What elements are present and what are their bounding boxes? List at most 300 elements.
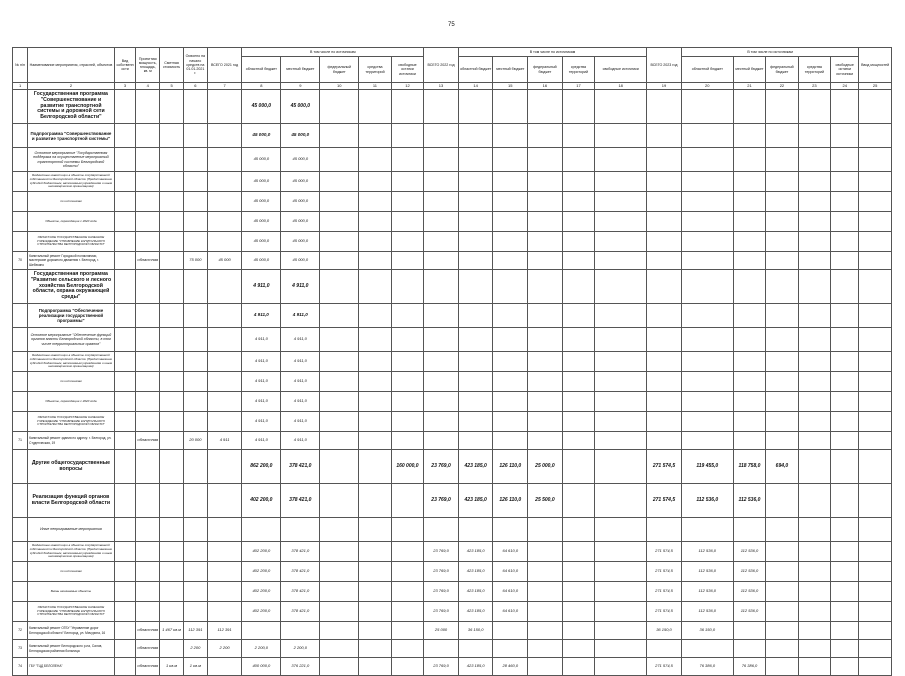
table-row [13, 372, 892, 392]
row-name: ОБЛАСТНОЕ ГОСУДАРСТВЕННОЕ КАЗЕННОЕ УЧРЕЖДЕНИЕ "УПРАВЛЕНИЕ КАПИТАЛЬНОГО СТРОИТЕЛЬСТВА БЕЛГОРОДСКОЙ ОБЛАСТИ" [28, 602, 115, 622]
cell-col-6 [183, 192, 207, 212]
cell-col-7 [207, 212, 242, 232]
cell-col-20: 76 386,0 [681, 658, 733, 676]
cell-col-23 [798, 412, 830, 432]
cell-col-11 [359, 212, 391, 232]
cell-col-3 [114, 148, 136, 172]
cell-col-13 [424, 392, 459, 412]
cell-col-13 [424, 640, 459, 658]
cell-col-19 [647, 90, 682, 124]
cell-col-12 [391, 124, 424, 148]
col-header: свободные источники [595, 57, 647, 83]
row-name: Объекты, переходящие с 2020 года [28, 392, 115, 412]
cell-col-17 [562, 602, 594, 622]
cell-col-20 [681, 172, 733, 192]
cell-col-14 [458, 328, 493, 352]
cell-col-15 [493, 304, 528, 328]
cell-col-11 [359, 432, 391, 450]
cell-col-23 [798, 212, 830, 232]
cell-col-7 [207, 270, 242, 304]
cell-col-16 [528, 622, 563, 640]
cell-col-22: 694,0 [766, 450, 798, 484]
cell-col-6: 2 200 [183, 640, 207, 658]
cell-col-16 [528, 640, 563, 658]
cell-col-6 [183, 392, 207, 412]
cell-col-18 [595, 328, 647, 352]
cell-col-9: 4 911,0 [281, 328, 320, 352]
cell-col-25 [859, 412, 892, 432]
table-body [13, 90, 892, 676]
cell-col-10 [320, 328, 359, 352]
cell-col-18 [595, 640, 647, 658]
cell-col-21 [733, 270, 765, 304]
cell-col-21: 112 536,0 [733, 562, 765, 582]
column-number: 22 [766, 83, 798, 90]
cell-col-25 [859, 192, 892, 212]
cell-col-19 [647, 304, 682, 328]
cell-col-22 [766, 148, 798, 172]
cell-col-23 [798, 90, 830, 124]
cell-col-12 [391, 562, 424, 582]
cell-col-9: 378 421,0 [281, 602, 320, 622]
cell-col-9: 4 911,0 [281, 432, 320, 450]
row-name: Государственная программа "Развитие сельского и лесного хозяйства Белгородской области, охрана окружающей среды" [28, 270, 115, 304]
cell-col-22 [766, 172, 798, 192]
row-number [13, 172, 28, 192]
cell-col-15 [493, 270, 528, 304]
cell-col-24 [831, 232, 859, 252]
cell-col-20 [681, 352, 733, 372]
cell-col-11 [359, 640, 391, 658]
cell-col-8: 4 911,0 [242, 392, 281, 412]
cell-col-20 [681, 392, 733, 412]
cell-col-21 [733, 518, 765, 542]
cell-col-3 [114, 124, 136, 148]
row-name: ГБУ "ГЦД БЕЛОЛЕНА" [28, 658, 115, 676]
cell-col-12 [391, 640, 424, 658]
cell-col-3 [114, 518, 136, 542]
cell-col-12 [391, 192, 424, 212]
cell-col-15 [493, 90, 528, 124]
cell-col-6 [183, 212, 207, 232]
cell-col-20 [681, 372, 733, 392]
cell-col-16: 25 000,0 [528, 450, 563, 484]
row-name: ОБЛАСТНОЕ ГОСУДАРСТВЕННОЕ КАЗЕННОЕ УЧРЕЖДЕНИЕ "УПРАВЛЕНИЕ КАПИТАЛЬНОГО СТРОИТЕЛЬСТВА БЕЛГОРОДСКОЙ ОБЛАСТИ" [28, 232, 115, 252]
cell-col-10 [320, 602, 359, 622]
table-row [13, 602, 892, 622]
cell-col-13 [424, 352, 459, 372]
cell-col-12 [391, 232, 424, 252]
cell-col-19 [647, 432, 682, 450]
cell-col-20 [681, 518, 733, 542]
cell-col-14 [458, 124, 493, 148]
cell-col-7 [207, 192, 242, 212]
cell-col-15: 126 110,0 [493, 450, 528, 484]
cell-col-14: 423 185,0 [458, 602, 493, 622]
cell-col-3 [114, 484, 136, 518]
cell-col-13 [424, 372, 459, 392]
col-header: областной бюджет [681, 57, 733, 83]
cell-col-20 [681, 212, 733, 232]
cell-col-25 [859, 640, 892, 658]
column-number: 15 [493, 83, 528, 90]
cell-col-25 [859, 450, 892, 484]
row-name: Бюджетные инвестиции в объекты государственной собственности Белгородской области (Предоставление субсидий бюджетным, автономным учреждениям и иным некоммерческим организациям) [28, 172, 115, 192]
cell-col-21 [733, 328, 765, 352]
cell-col-10 [320, 304, 359, 328]
cell-col-8: 402 200,0 [242, 582, 281, 602]
cell-col-16 [528, 212, 563, 232]
column-number: 2 [28, 83, 115, 90]
col-header: свободные остатки источники [831, 57, 859, 83]
cell-col-11 [359, 328, 391, 352]
cell-col-9: 45 000,0 [281, 148, 320, 172]
cell-col-5 [160, 542, 184, 562]
cell-col-25 [859, 148, 892, 172]
cell-col-15: 126 110,0 [493, 484, 528, 518]
col-header: федеральный бюджет [320, 57, 359, 83]
cell-col-5 [160, 148, 184, 172]
cell-col-15: 64 610,0 [493, 562, 528, 582]
cell-col-10 [320, 622, 359, 640]
group-header-2022: В том числе по источникам [458, 48, 646, 57]
cell-col-25 [859, 518, 892, 542]
cell-col-17 [562, 304, 594, 328]
cell-col-14: 423 185,0 [458, 484, 493, 518]
cell-col-9: 45 000,0 [281, 252, 320, 270]
cell-col-13: 23 769,0 [424, 542, 459, 562]
row-number [13, 542, 28, 562]
cell-col-4: областная [136, 622, 160, 640]
cell-col-17 [562, 192, 594, 212]
cell-col-4 [136, 372, 160, 392]
column-number: 4 [136, 83, 160, 90]
column-number: 23 [798, 83, 830, 90]
cell-col-13 [424, 518, 459, 542]
cell-col-19 [647, 172, 682, 192]
cell-col-21: 112 536,0 [733, 602, 765, 622]
row-name: Объекты, переходящие с 2020 года [28, 212, 115, 232]
cell-col-4 [136, 542, 160, 562]
cell-col-8: 45 000,0 [242, 252, 281, 270]
cell-col-23 [798, 582, 830, 602]
column-number: 5 [160, 83, 184, 90]
cell-col-8 [242, 622, 281, 640]
cell-col-14 [458, 212, 493, 232]
cell-col-13: 23 769,0 [424, 658, 459, 676]
cell-col-6 [183, 542, 207, 562]
cell-col-3 [114, 90, 136, 124]
table-row [13, 562, 892, 582]
cell-col-23 [798, 518, 830, 542]
cell-col-8: 4 911,0 [242, 372, 281, 392]
column-number-row [13, 83, 892, 90]
page-number: 75 [448, 22, 455, 28]
cell-col-16 [528, 372, 563, 392]
row-number [13, 372, 28, 392]
cell-col-10 [320, 252, 359, 270]
cell-col-17 [562, 658, 594, 676]
cell-col-6 [183, 484, 207, 518]
row-number: 73 [13, 640, 28, 658]
cell-col-22 [766, 192, 798, 212]
column-number: 21 [733, 83, 765, 90]
row-number [13, 124, 28, 148]
cell-col-5 [160, 352, 184, 372]
cell-col-23 [798, 192, 830, 212]
cell-col-20: 36 150,0 [681, 622, 733, 640]
cell-col-20 [681, 328, 733, 352]
cell-col-15 [493, 232, 528, 252]
cell-col-24 [831, 450, 859, 484]
cell-col-22 [766, 90, 798, 124]
cell-col-21 [733, 148, 765, 172]
cell-col-9: 4 911,0 [281, 304, 320, 328]
cell-col-19 [647, 212, 682, 232]
cell-col-13: 23 769,0 [424, 562, 459, 582]
cell-col-8 [242, 518, 281, 542]
cell-col-5 [160, 484, 184, 518]
cell-col-22 [766, 412, 798, 432]
cell-col-14: 423 185,0 [458, 658, 493, 676]
cell-col-21 [733, 252, 765, 270]
investment-table [12, 47, 892, 676]
cell-col-17 [562, 582, 594, 602]
cell-col-9: 4 911,0 [281, 372, 320, 392]
cell-col-21 [733, 640, 765, 658]
cell-col-12 [391, 518, 424, 542]
cell-col-8: 862 200,0 [242, 450, 281, 484]
cell-col-4: областная [136, 252, 160, 270]
cell-col-23 [798, 622, 830, 640]
cell-col-14 [458, 252, 493, 270]
table-row [13, 90, 892, 124]
cell-col-11 [359, 252, 391, 270]
cell-col-25 [859, 392, 892, 412]
cell-col-5 [160, 582, 184, 602]
cell-col-21 [733, 352, 765, 372]
cell-col-23 [798, 352, 830, 372]
cell-col-23 [798, 542, 830, 562]
cell-col-18 [595, 124, 647, 148]
row-number [13, 602, 28, 622]
row-name: Бюджетные инвестиции в объекты государственной собственности Белгородской области (Предоставление субсидий бюджетным, автономным учреждениям и иным некоммерческим организациям) [28, 542, 115, 562]
col-header: Ввод мощностей [859, 48, 892, 83]
cell-col-11 [359, 582, 391, 602]
cell-col-8: 402 200,0 [242, 542, 281, 562]
cell-col-17 [562, 542, 594, 562]
cell-col-23 [798, 392, 830, 412]
cell-col-14 [458, 270, 493, 304]
cell-col-21 [733, 172, 765, 192]
cell-col-14 [458, 192, 493, 212]
cell-col-18 [595, 192, 647, 212]
cell-col-9: 45 000,0 [281, 90, 320, 124]
cell-col-22 [766, 252, 798, 270]
cell-col-13 [424, 148, 459, 172]
cell-col-8: 45 000,0 [242, 172, 281, 192]
cell-col-16 [528, 304, 563, 328]
cell-col-4 [136, 124, 160, 148]
table-row [13, 232, 892, 252]
cell-col-16 [528, 172, 563, 192]
table-row [13, 542, 892, 562]
cell-col-6 [183, 582, 207, 602]
table-row [13, 148, 892, 172]
row-name: по источникам [28, 192, 115, 212]
cell-col-18 [595, 412, 647, 432]
row-name: Основное мероприятие "Государственная поддержка на осуществление мероприятий транспортной системы Белгородской области" [28, 148, 115, 172]
cell-col-6 [183, 328, 207, 352]
cell-col-24 [831, 252, 859, 270]
cell-col-12 [391, 352, 424, 372]
cell-col-10 [320, 90, 359, 124]
column-number: 17 [562, 83, 594, 90]
cell-col-15 [493, 252, 528, 270]
row-number: 71 [13, 432, 28, 450]
cell-col-13: 23 769,0 [424, 484, 459, 518]
col-header: ВСЕГО 2022 год [424, 48, 459, 83]
cell-col-17 [562, 232, 594, 252]
cell-col-4 [136, 484, 160, 518]
cell-col-4 [136, 352, 160, 372]
cell-col-3 [114, 412, 136, 432]
cell-col-4 [136, 602, 160, 622]
cell-col-21 [733, 432, 765, 450]
cell-col-13 [424, 412, 459, 432]
cell-col-4 [136, 412, 160, 432]
cell-col-19 [647, 352, 682, 372]
cell-col-16 [528, 328, 563, 352]
col-header: федеральный бюджет [528, 57, 563, 83]
row-number [13, 232, 28, 252]
cell-col-10 [320, 212, 359, 232]
cell-col-15 [493, 432, 528, 450]
cell-col-14: 36 150,0 [458, 622, 493, 640]
table-row [13, 270, 892, 304]
cell-col-9: 378 421,0 [281, 484, 320, 518]
cell-col-21: 76 386,0 [733, 658, 765, 676]
cell-col-7 [207, 90, 242, 124]
cell-col-19 [647, 392, 682, 412]
cell-col-9: 2 200,0 [281, 640, 320, 658]
cell-col-5 [160, 232, 184, 252]
cell-col-11 [359, 148, 391, 172]
cell-col-6 [183, 562, 207, 582]
cell-col-15: 64 610,0 [493, 582, 528, 602]
row-name: Иные непрограммные мероприятия [28, 518, 115, 542]
column-number: 13 [424, 83, 459, 90]
cell-col-7 [207, 582, 242, 602]
row-number [13, 582, 28, 602]
cell-col-15 [493, 148, 528, 172]
cell-col-18 [595, 148, 647, 172]
cell-col-7 [207, 304, 242, 328]
cell-col-15: 28 460,0 [493, 658, 528, 676]
cell-col-16 [528, 658, 563, 676]
cell-col-25 [859, 562, 892, 582]
cell-col-9: 4 911,0 [281, 352, 320, 372]
cell-col-3 [114, 622, 136, 640]
col-header: средства территорий [359, 57, 391, 83]
cell-col-13 [424, 270, 459, 304]
cell-col-18 [595, 658, 647, 676]
cell-col-8: 4 911,0 [242, 352, 281, 372]
cell-col-18 [595, 90, 647, 124]
cell-col-4 [136, 212, 160, 232]
cell-col-4 [136, 582, 160, 602]
cell-col-9: 4 911,0 [281, 412, 320, 432]
cell-col-6 [183, 304, 207, 328]
cell-col-16 [528, 602, 563, 622]
cell-col-22 [766, 432, 798, 450]
row-name: Бюджетные инвестиции в объекты государственной собственности Белгородской области (Предоставление субсидий бюджетным, автономным учреждениям и иным некоммерческим организациям) [28, 352, 115, 372]
column-number: 18 [595, 83, 647, 90]
cell-col-6 [183, 450, 207, 484]
cell-col-17 [562, 212, 594, 232]
cell-col-18 [595, 270, 647, 304]
cell-col-24 [831, 432, 859, 450]
cell-col-22 [766, 232, 798, 252]
cell-col-13 [424, 124, 459, 148]
cell-col-22 [766, 372, 798, 392]
cell-col-5 [160, 124, 184, 148]
cell-col-12 [391, 542, 424, 562]
cell-col-20: 112 536,0 [681, 542, 733, 562]
cell-col-16 [528, 352, 563, 372]
cell-col-9 [281, 622, 320, 640]
cell-col-9: 45 000,0 [281, 212, 320, 232]
cell-col-6 [183, 602, 207, 622]
cell-col-3 [114, 270, 136, 304]
cell-col-5: 1 кв.м [160, 658, 184, 676]
row-name: Подпрограмма "Совершенствование и развитие транспортной системы" [28, 124, 115, 148]
table-row [13, 640, 892, 658]
cell-col-13 [424, 252, 459, 270]
cell-col-18 [595, 232, 647, 252]
cell-col-5 [160, 252, 184, 270]
cell-col-15: 64 610,0 [493, 602, 528, 622]
cell-col-25 [859, 432, 892, 450]
cell-col-20 [681, 412, 733, 432]
cell-col-22 [766, 304, 798, 328]
cell-col-14 [458, 304, 493, 328]
cell-col-9: 378 421,0 [281, 450, 320, 484]
group-header-2023: В том числе по источникам [681, 48, 859, 57]
cell-col-19 [647, 124, 682, 148]
cell-col-18 [595, 542, 647, 562]
column-number: 20 [681, 83, 733, 90]
cell-col-25 [859, 582, 892, 602]
cell-col-21: 112 536,0 [733, 582, 765, 602]
cell-col-8: 45 000,0 [242, 212, 281, 232]
cell-col-18 [595, 372, 647, 392]
cell-col-16 [528, 432, 563, 450]
cell-col-12 [391, 172, 424, 192]
cell-col-21 [733, 90, 765, 124]
cell-col-12 [391, 602, 424, 622]
cell-col-14: 423 185,0 [458, 542, 493, 562]
cell-col-17 [562, 372, 594, 392]
cell-col-8: 400 000,0 [242, 658, 281, 676]
cell-col-13 [424, 172, 459, 192]
cell-col-22 [766, 392, 798, 412]
cell-col-8: 402 200,0 [242, 484, 281, 518]
column-number: 3 [114, 83, 136, 90]
cell-col-22 [766, 542, 798, 562]
col-header: Наименование мероприятия, отраслей, объектов [28, 48, 115, 83]
table-row [13, 328, 892, 352]
